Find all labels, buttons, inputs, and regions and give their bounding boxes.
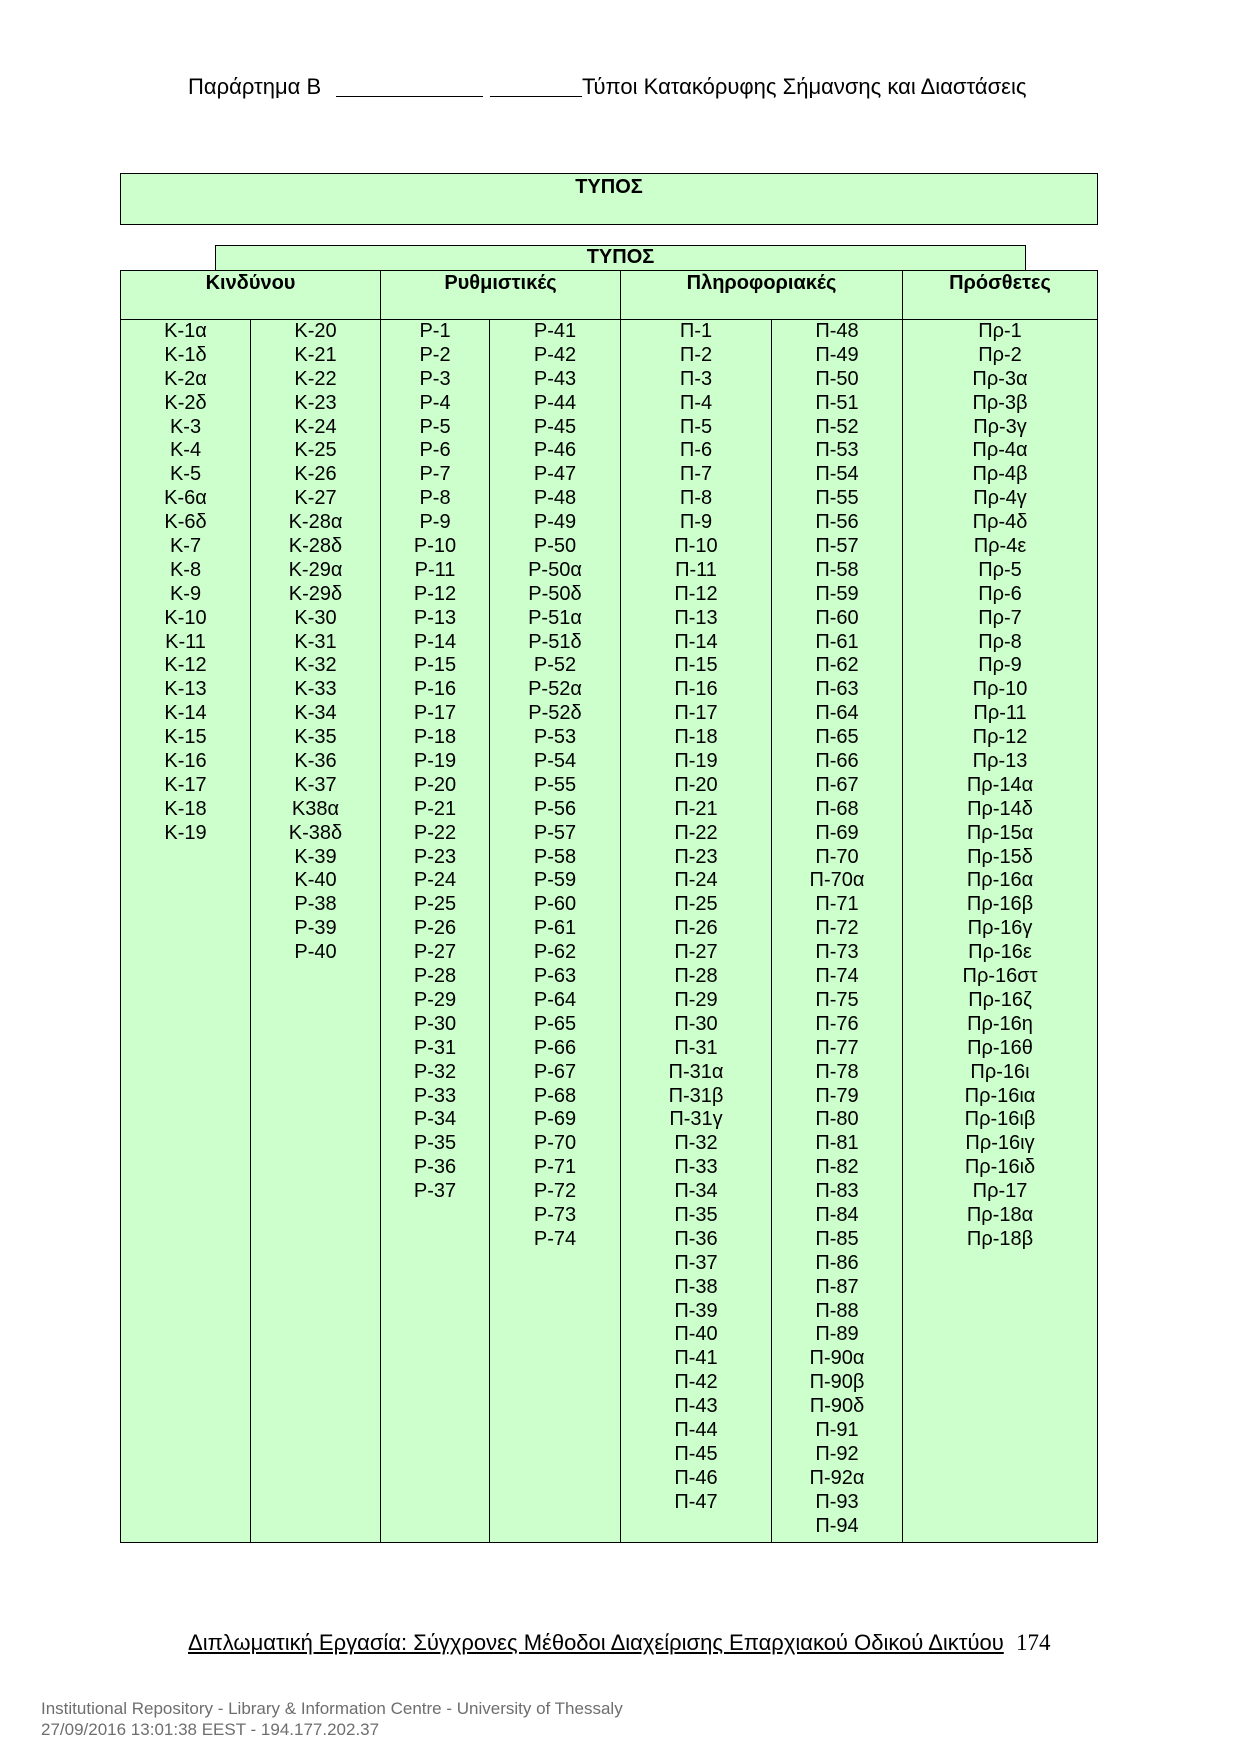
sign-code: Π-37 bbox=[674, 1251, 718, 1274]
sign-code: Κ-8 bbox=[169, 558, 202, 581]
sign-code: Π-8 bbox=[679, 487, 713, 510]
sign-code: Ρ-3 bbox=[419, 367, 451, 390]
sign-code: Π-81 bbox=[815, 1132, 859, 1155]
group-caption-box bbox=[215, 245, 1026, 271]
sign-code: Πρ-15α bbox=[966, 821, 1034, 844]
sign-code: Π-31β bbox=[668, 1084, 724, 1107]
sign-code: Ρ-24 bbox=[413, 869, 457, 892]
sign-code: Κ-15 bbox=[164, 726, 207, 749]
sign-code: Π-92α bbox=[809, 1466, 865, 1489]
sign-code: Ρ-73 bbox=[533, 1203, 577, 1226]
sign-code: Κ-17 bbox=[164, 773, 207, 796]
header-appendix-label: Παράρτημα Β bbox=[188, 74, 322, 99]
sign-code: Πρ-16ιβ bbox=[964, 1108, 1036, 1131]
sign-code: Ρ-6 bbox=[419, 439, 451, 462]
sign-code: Ρ-17 bbox=[413, 702, 457, 725]
sign-code: Πρ-3α bbox=[972, 367, 1028, 390]
additional-signs-column bbox=[902, 320, 1097, 1542]
sign-code: Πρ-10 bbox=[972, 678, 1028, 701]
sign-code: Ρ-46 bbox=[533, 439, 577, 462]
sign-code: Πρ-3β bbox=[972, 391, 1028, 414]
sign-code: Π-79 bbox=[815, 1084, 859, 1107]
sign-code: Ρ-14 bbox=[413, 630, 457, 653]
sign-code: Π-90β bbox=[809, 1371, 865, 1394]
sign-code: Π-85 bbox=[815, 1227, 859, 1250]
sign-code: Ρ-40 bbox=[294, 941, 337, 964]
sign-code: Κ-28α bbox=[288, 511, 343, 534]
sign-code: Ρ-11 bbox=[414, 558, 456, 581]
sign-code: Ρ-23 bbox=[413, 845, 457, 868]
sign-code: Π-16 bbox=[674, 678, 718, 701]
sign-code: Π-72 bbox=[815, 917, 859, 940]
sign-code: Πρ-2 bbox=[978, 343, 1022, 366]
regulatory-signs-column-2 bbox=[489, 320, 620, 1542]
sign-code: Π-4 bbox=[679, 391, 713, 414]
sign-code: Ρ-54 bbox=[533, 750, 577, 773]
sign-code: Κ-12 bbox=[164, 654, 207, 677]
sign-code: Πρ-16α bbox=[966, 869, 1034, 892]
sign-code: Π-77 bbox=[815, 1036, 859, 1059]
sign-code: Π-47 bbox=[674, 1490, 718, 1513]
sign-code: Ρ-26 bbox=[413, 917, 457, 940]
sign-code: Κ-10 bbox=[164, 606, 207, 629]
category-header-regulatory: Ρυθμιστικές bbox=[380, 271, 620, 319]
sign-code: Π-9 bbox=[679, 511, 713, 534]
sign-code: Ρ-65 bbox=[533, 1012, 577, 1035]
type-caption-box bbox=[120, 173, 1098, 225]
sign-code: Ρ-27 bbox=[413, 941, 457, 964]
sign-code: Π-18 bbox=[674, 726, 718, 749]
sign-code: Ρ-58 bbox=[533, 845, 577, 868]
sign-code: Π-53 bbox=[815, 439, 859, 462]
sign-code: Π-10 bbox=[674, 535, 718, 558]
sign-code: Κ-29δ bbox=[288, 582, 343, 605]
sign-code: Πρ-16β bbox=[966, 893, 1034, 916]
sign-code: Π-45 bbox=[674, 1442, 718, 1465]
sign-code: Κ-7 bbox=[169, 535, 202, 558]
sign-code: Ρ-7 bbox=[419, 463, 451, 486]
sign-code: Κ-26 bbox=[294, 463, 337, 486]
sign-code: Π-15 bbox=[674, 654, 718, 677]
table-header-row bbox=[121, 271, 1097, 320]
sign-code: Π-67 bbox=[815, 773, 859, 796]
sign-code: Π-20 bbox=[674, 773, 718, 796]
sign-code: Π-17 bbox=[674, 702, 718, 725]
sign-code: Ρ-69 bbox=[533, 1108, 577, 1131]
sign-code: Ρ-45 bbox=[533, 415, 577, 438]
sign-code: Ρ-35 bbox=[413, 1132, 457, 1155]
sign-code: Π-3 bbox=[679, 367, 713, 390]
sign-code: Ρ-38 bbox=[294, 893, 337, 916]
sign-code: Π-23 bbox=[674, 845, 718, 868]
sign-code: Ρ-9 bbox=[419, 511, 451, 534]
sign-code: Πρ-18α bbox=[966, 1203, 1034, 1226]
category-header-informative: Πληροφοριακές bbox=[620, 271, 902, 319]
sign-code: Ρ-28 bbox=[413, 965, 457, 988]
sign-code: Ρ-66 bbox=[533, 1036, 577, 1059]
sign-code: Κ-37 bbox=[294, 773, 337, 796]
sign-code: Κ-13 bbox=[164, 678, 207, 701]
sign-code: Ρ-43 bbox=[533, 367, 577, 390]
sign-code: Ρ-22 bbox=[413, 821, 457, 844]
sign-code: Κ-2α bbox=[164, 367, 207, 390]
sign-code: Ρ-51δ bbox=[528, 630, 582, 653]
sign-code: Πρ-16η bbox=[967, 1012, 1033, 1035]
sign-code: Πρ-16θ bbox=[967, 1036, 1033, 1059]
sign-code: Πρ-15δ bbox=[967, 845, 1033, 868]
sign-code: Πρ-18β bbox=[966, 1227, 1034, 1250]
sign-code: Ρ-52δ bbox=[528, 702, 582, 725]
sign-code: Κ-18 bbox=[164, 797, 207, 820]
group-caption: ΤΥΠΟΣ bbox=[586, 246, 655, 268]
sign-code: Π-51 bbox=[815, 391, 859, 414]
sign-code: Κ-36 bbox=[294, 750, 337, 773]
sign-code: Π-30 bbox=[674, 1012, 718, 1035]
sign-code: Κ-1δ bbox=[164, 343, 207, 366]
sign-code: Κ-4 bbox=[169, 439, 202, 462]
sign-code: Ρ-19 bbox=[413, 750, 457, 773]
sign-code: Ρ-39 bbox=[294, 917, 337, 940]
danger-signs-column-1 bbox=[121, 320, 250, 1542]
sign-code: Πρ-16ιγ bbox=[965, 1132, 1035, 1155]
sign-code: Ρ-59 bbox=[533, 869, 577, 892]
sign-code: Π-59 bbox=[815, 582, 859, 605]
sign-code: Ρ-18 bbox=[413, 726, 457, 749]
sign-code: Π-88 bbox=[815, 1299, 859, 1322]
sign-code: Π-75 bbox=[815, 988, 859, 1011]
header-section-title: Τύποι Κατακόρυφης Σήμανσης και Διαστάσεις bbox=[582, 74, 1027, 99]
sign-code: Π-1 bbox=[679, 320, 713, 342]
category-header-additional: Πρόσθετες bbox=[902, 271, 1097, 319]
sign-code: Πρ-8 bbox=[978, 630, 1022, 653]
sign-code: Π-29 bbox=[674, 988, 718, 1011]
sign-code: Ρ-50 bbox=[533, 535, 577, 558]
sign-code: Π-50 bbox=[815, 367, 859, 390]
sign-code: Πρ-16ι bbox=[970, 1060, 1030, 1083]
page-number: 174 bbox=[1016, 1630, 1051, 1655]
sign-code: Κ-29α bbox=[288, 558, 343, 581]
sign-code: Π-21 bbox=[674, 797, 718, 820]
sign-code: Π-61 bbox=[815, 630, 859, 653]
sign-code: Π-52 bbox=[815, 415, 859, 438]
sign-code: Πρ-14δ bbox=[967, 797, 1033, 820]
sign-code: Ρ-32 bbox=[413, 1060, 457, 1083]
sign-code: Κ-39 bbox=[294, 845, 337, 868]
sign-code: Π-76 bbox=[815, 1012, 859, 1035]
sign-code: Π-19 bbox=[674, 750, 718, 773]
sign-code: Ρ-61 bbox=[533, 917, 577, 940]
sign-code: Πρ-12 bbox=[972, 726, 1028, 749]
sign-code: Π-11 bbox=[675, 558, 717, 581]
sign-code: Π-56 bbox=[815, 511, 859, 534]
sign-code: Κ-19 bbox=[164, 821, 207, 844]
sign-code: Πρ-16ια bbox=[964, 1084, 1036, 1107]
informative-signs-column-2 bbox=[771, 320, 902, 1542]
sign-code: Κ-3 bbox=[169, 415, 202, 438]
sign-code: Π-2 bbox=[679, 343, 713, 366]
sign-code: Π-90δ bbox=[809, 1395, 865, 1418]
sign-code: Ρ-31 bbox=[413, 1036, 457, 1059]
sign-code: Ρ-4 bbox=[419, 391, 451, 414]
sign-code: Π-73 bbox=[815, 941, 859, 964]
sign-code: Π-7 bbox=[679, 463, 713, 486]
sign-code: Π-5 bbox=[679, 415, 713, 438]
sign-code: Π-43 bbox=[674, 1395, 718, 1418]
sign-code: Π-89 bbox=[815, 1323, 859, 1346]
sign-code: Π-92 bbox=[815, 1442, 859, 1465]
sign-code: Π-35 bbox=[674, 1203, 718, 1226]
sign-code: Κ-6α bbox=[164, 487, 207, 510]
sign-code: Π-14 bbox=[674, 630, 718, 653]
sign-code: Ρ-44 bbox=[533, 391, 577, 414]
sign-code: Κ-31 bbox=[294, 630, 337, 653]
sign-code: Ρ-15 bbox=[413, 654, 457, 677]
sign-code: Ρ-55 bbox=[533, 773, 577, 796]
sign-code: Π-80 bbox=[815, 1108, 859, 1131]
sign-code: Ρ-63 bbox=[533, 965, 577, 988]
sign-code: Ρ-8 bbox=[419, 487, 451, 510]
sign-code: Ρ-57 bbox=[533, 821, 577, 844]
sign-code: Ρ-50δ bbox=[528, 582, 582, 605]
sign-code: Κ-38δ bbox=[288, 821, 343, 844]
sign-code: Ρ-53 bbox=[533, 726, 577, 749]
sign-code: Π-65 bbox=[815, 726, 859, 749]
download-timestamp: 27/09/2016 13:01:38 EEST - 194.177.202.37 bbox=[41, 1720, 380, 1739]
sign-code: Π-63 bbox=[815, 678, 859, 701]
sign-code: Ρ-25 bbox=[413, 893, 457, 916]
sign-code: Πρ-14α bbox=[966, 773, 1034, 796]
sign-code: Ρ-21 bbox=[413, 797, 457, 820]
sign-code: Π-31 bbox=[674, 1036, 718, 1059]
sign-code: Π-78 bbox=[815, 1060, 859, 1083]
sign-code: Π-13 bbox=[674, 606, 718, 629]
sign-code: Κ-22 bbox=[294, 367, 337, 390]
sign-code: Ρ-1 bbox=[419, 320, 451, 342]
sign-code: Π-90α bbox=[809, 1347, 865, 1370]
sign-code: Π-22 bbox=[674, 821, 718, 844]
signs-table bbox=[120, 270, 1098, 1543]
sign-code: Ρ-34 bbox=[413, 1108, 457, 1131]
sign-code: Ρ-2 bbox=[419, 343, 451, 366]
sign-code: Π-54 bbox=[815, 463, 859, 486]
sign-code: Ρ-30 bbox=[413, 1012, 457, 1035]
sign-code: Πρ-11 bbox=[973, 702, 1027, 725]
sign-code: Πρ-3γ bbox=[973, 415, 1027, 438]
sign-code: Ρ-5 bbox=[419, 415, 451, 438]
sign-code: Ρ-10 bbox=[413, 535, 457, 558]
sign-code: Π-40 bbox=[674, 1323, 718, 1346]
sign-code: Π-71 bbox=[815, 893, 859, 916]
sign-code: Π-25 bbox=[674, 893, 718, 916]
sign-code: Κ-6δ bbox=[164, 511, 207, 534]
sign-code: Ρ-71 bbox=[533, 1156, 577, 1179]
header-underline bbox=[490, 96, 582, 97]
sign-code: Ρ-68 bbox=[533, 1084, 577, 1107]
sign-code: Π-66 bbox=[815, 750, 859, 773]
sign-code: Π-70 bbox=[815, 845, 859, 868]
sign-code: Π-27 bbox=[674, 941, 718, 964]
sign-code: Κ-34 bbox=[294, 702, 337, 725]
sign-code: Ρ-20 bbox=[413, 773, 457, 796]
sign-code: Κ-35 bbox=[294, 726, 337, 749]
sign-code: Π-46 bbox=[674, 1466, 718, 1489]
sign-code: Κ-1α bbox=[164, 320, 207, 342]
sign-code: Π-64 bbox=[815, 702, 859, 725]
sign-code: Ρ-52 bbox=[533, 654, 577, 677]
sign-code: Ρ-60 bbox=[533, 893, 577, 916]
sign-code: Ρ-50α bbox=[528, 558, 582, 581]
sign-code: Ρ-49 bbox=[533, 511, 577, 534]
sign-code: Π-83 bbox=[815, 1180, 859, 1203]
sign-code: Π-39 bbox=[674, 1299, 718, 1322]
sign-code: Π-49 bbox=[815, 343, 859, 366]
sign-code: Ρ-52α bbox=[528, 678, 582, 701]
sign-code: Ρ-70 bbox=[533, 1132, 577, 1155]
sign-code: Π-93 bbox=[815, 1490, 859, 1513]
sign-code: Π-26 bbox=[674, 917, 718, 940]
type-caption: ΤΥΠΟΣ bbox=[575, 176, 643, 198]
sign-code: Κ-5 bbox=[169, 463, 202, 486]
sign-code: Ρ-42 bbox=[533, 343, 577, 366]
sign-code: Ρ-62 bbox=[533, 941, 577, 964]
sign-code: Πρ-4γ bbox=[973, 487, 1027, 510]
sign-code: Π-91 bbox=[815, 1418, 859, 1441]
sign-code: Ρ-12 bbox=[413, 582, 457, 605]
sign-code: Κ-24 bbox=[294, 415, 337, 438]
sign-code: Π-28 bbox=[674, 965, 718, 988]
sign-code: Κ-33 bbox=[294, 678, 337, 701]
sign-code: Π-38 bbox=[674, 1275, 718, 1298]
sign-code: Πρ-4δ bbox=[972, 511, 1028, 534]
sign-code: Ρ-56 bbox=[533, 797, 577, 820]
sign-code: Π-24 bbox=[674, 869, 718, 892]
sign-code: Π-44 bbox=[674, 1418, 718, 1441]
regulatory-signs-column-1 bbox=[380, 320, 489, 1542]
sign-code: Ρ-74 bbox=[533, 1227, 577, 1250]
sign-code: Ρ-72 bbox=[533, 1180, 577, 1203]
sign-code: Ρ-29 bbox=[413, 988, 457, 1011]
sign-code: Πρ-6 bbox=[978, 582, 1022, 605]
sign-code: Πρ-9 bbox=[978, 654, 1022, 677]
sign-code: Ρ-41 bbox=[533, 320, 577, 342]
sign-code: Π-12 bbox=[674, 582, 718, 605]
sign-code: Π-42 bbox=[674, 1371, 718, 1394]
sign-code: Π-87 bbox=[815, 1275, 859, 1298]
category-header-danger: Κινδύνου bbox=[205, 272, 296, 294]
sign-code: Ρ-51α bbox=[528, 606, 582, 629]
sign-code: Πρ-5 bbox=[978, 558, 1022, 581]
sign-code: Κ-28δ bbox=[288, 535, 343, 558]
sign-code: Ρ-36 bbox=[413, 1156, 457, 1179]
sign-code: Ρ-64 bbox=[533, 988, 577, 1011]
sign-code: Ρ-16 bbox=[413, 678, 457, 701]
sign-code: Π-41 bbox=[674, 1347, 718, 1370]
sign-code: Π-84 bbox=[815, 1203, 859, 1226]
sign-code: Πρ-16ζ bbox=[968, 988, 1032, 1011]
sign-code: Π-62 bbox=[815, 654, 859, 677]
sign-code: Κ-21 bbox=[294, 343, 337, 366]
sign-code: Π-6 bbox=[679, 439, 713, 462]
sign-code: Κ-30 bbox=[294, 606, 337, 629]
sign-code: Π-74 bbox=[815, 965, 859, 988]
sign-code: Π-31γ bbox=[669, 1108, 723, 1131]
sign-code: Π-57 bbox=[815, 535, 859, 558]
sign-code: Κ-32 bbox=[294, 654, 337, 677]
sign-code: Κ-20 bbox=[294, 320, 337, 342]
sign-code: Π-32 bbox=[674, 1132, 718, 1155]
sign-code: Π-94 bbox=[815, 1514, 859, 1537]
sign-code: Π-33 bbox=[674, 1156, 718, 1179]
danger-signs-column-2 bbox=[250, 320, 380, 1542]
sign-code: Πρ-4ε bbox=[973, 535, 1027, 558]
sign-code: Κ-2δ bbox=[164, 391, 207, 414]
header-underline bbox=[336, 96, 483, 97]
sign-code: Κ-27 bbox=[294, 487, 337, 510]
sign-code: Ρ-48 bbox=[533, 487, 577, 510]
sign-code: Πρ-16ε bbox=[968, 941, 1032, 964]
sign-code: Πρ-16στ bbox=[962, 965, 1038, 988]
sign-code: Κ-16 bbox=[164, 750, 207, 773]
sign-code: Πρ-16ιδ bbox=[964, 1156, 1036, 1179]
sign-code: Πρ-13 bbox=[972, 750, 1028, 773]
sign-code: Π-55 bbox=[815, 487, 859, 510]
sign-code: Π-34 bbox=[674, 1180, 718, 1203]
sign-code: Κ-25 bbox=[294, 439, 337, 462]
sign-code: Πρ-17 bbox=[972, 1180, 1028, 1203]
sign-code: Π-82 bbox=[815, 1156, 859, 1179]
sign-code: Ρ-67 bbox=[533, 1060, 577, 1083]
sign-code: Ρ-33 bbox=[413, 1084, 457, 1107]
sign-code: Π-60 bbox=[815, 606, 859, 629]
sign-code: Ρ-47 bbox=[533, 463, 577, 486]
sign-code: Π-69 bbox=[815, 821, 859, 844]
sign-code: Π-31α bbox=[668, 1060, 724, 1083]
sign-code: Ρ-13 bbox=[413, 606, 457, 629]
sign-code: Π-68 bbox=[815, 797, 859, 820]
repository-notice: Institutional Repository - Library & Information Centre - University of Thessaly bbox=[41, 1699, 623, 1718]
sign-code: Κ-11 bbox=[165, 630, 206, 653]
sign-code: Πρ-16γ bbox=[967, 917, 1033, 940]
sign-code: Ρ-37 bbox=[413, 1180, 457, 1203]
sign-code: Κ38α bbox=[291, 797, 340, 820]
sign-code: Π-58 bbox=[815, 558, 859, 581]
sign-code: Κ-14 bbox=[164, 702, 207, 725]
sign-code: Κ-23 bbox=[294, 391, 337, 414]
sign-code: Πρ-4α bbox=[972, 439, 1028, 462]
thesis-title: Διπλωματική Εργασία: Σύγχρονες Μέθοδοι Διαχείρισης Επαρχιακού Οδικού Δικτύου bbox=[188, 1630, 1004, 1655]
sign-code: Π-48 bbox=[815, 320, 859, 342]
sign-code: Πρ-1 bbox=[978, 320, 1022, 342]
sign-code: Πρ-4β bbox=[972, 463, 1028, 486]
sign-code: Κ-9 bbox=[169, 582, 202, 605]
sign-code: Π-36 bbox=[674, 1227, 718, 1250]
sign-code: Π-70α bbox=[809, 869, 865, 892]
sign-code: Π-86 bbox=[815, 1251, 859, 1274]
sign-code: Κ-40 bbox=[294, 869, 337, 892]
sign-code: Πρ-7 bbox=[978, 606, 1022, 629]
informative-signs-column-1 bbox=[620, 320, 771, 1542]
